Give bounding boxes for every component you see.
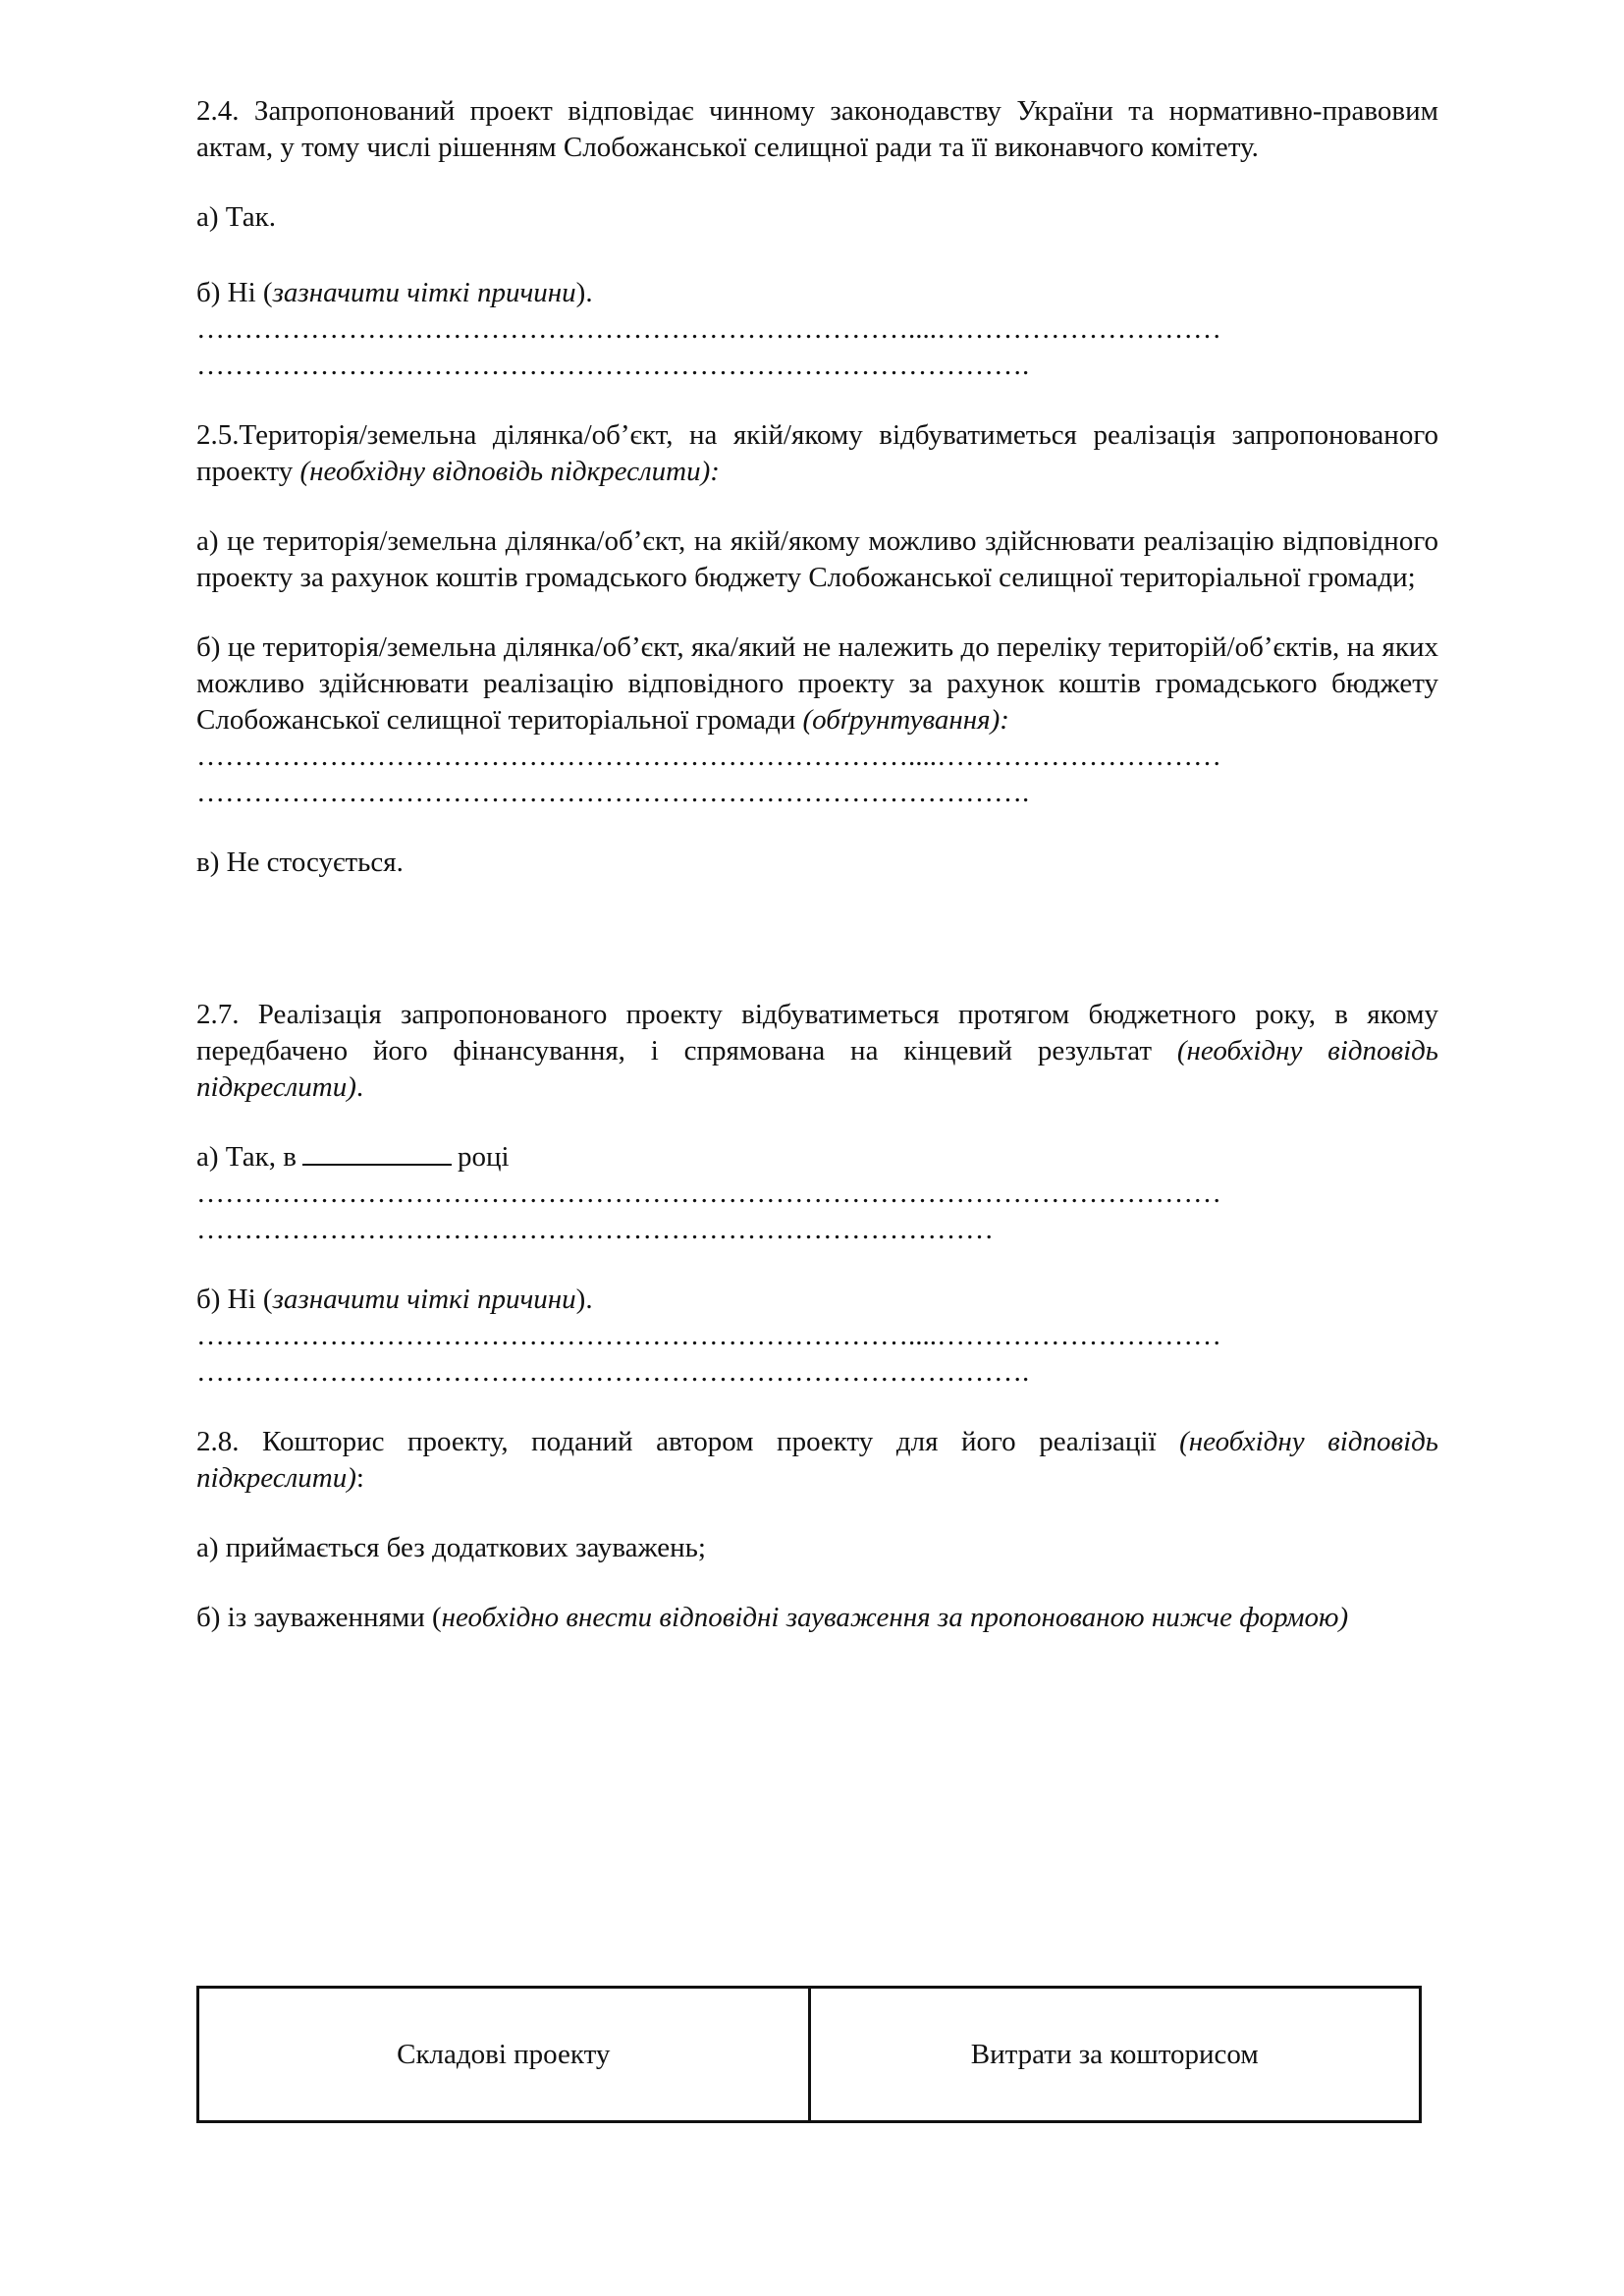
section-2-4-text: 2.4. Запропонований проект відповідає чинному законодавству України та нормативно-правовим актам, у тому числі рішенням Слобожанської селищної ради та її виконавчого комітету. xyxy=(196,95,1438,163)
section-2-4-option-b xyxy=(196,275,1438,311)
section-2-7-option-a xyxy=(196,1139,1438,1175)
section-2-7-italic: (необхідну відповідь підкреслити) xyxy=(196,1035,1439,1103)
section-2-7-option-b-italic: зазначити чіткі причини xyxy=(272,1284,576,1315)
section-2-5-option-a: а) це територія/земельна ділянка/об’єкт, на якій/якому можливо здійснювати реалізацію відповідного проекту за рахунок коштів громадського бюджету Слобожанської селищної територіальної громади; xyxy=(196,525,1438,593)
section-2-7-dots-line-3[interactable]: …………………………………………………………………....………………………… xyxy=(196,1320,1221,1351)
section-2-7-option-b-prefix: б) Ні ( xyxy=(196,1284,273,1315)
section-2-8-option-a: а) приймається без додаткових зауважень; xyxy=(196,1532,706,1563)
section-2-7-dots-line-1[interactable]: ……………………………………………………………………………………………… xyxy=(196,1177,1221,1209)
document-page xyxy=(196,93,1438,1636)
section-2-7-option-a-prefix: а) Так, в xyxy=(196,1141,297,1173)
section-2-7-dots-line-4[interactable]: ……………………………………………………………………………. xyxy=(196,1356,1030,1388)
section-2-8-option-b xyxy=(196,1600,1438,1636)
section-2-8-text xyxy=(196,1424,1438,1497)
section-2-7-option-a-suffix: році xyxy=(457,1141,510,1173)
section-2-8-italic: (необхідну відповідь підкреслити) xyxy=(196,1426,1438,1494)
section-2-7-option-b-suffix: ). xyxy=(575,1284,593,1315)
table-header-row xyxy=(198,1988,1421,2122)
section-2-5-option-b xyxy=(196,629,1438,738)
section-2-5-main: 2.5.Територія/земельна ділянка/об’єкт, на якій/якому відбуватиметься реалізація запропонованого проекту xyxy=(196,419,1438,487)
section-2-5-dots-line-1[interactable]: …………………………………………………………………....………………………… xyxy=(196,740,1221,772)
section-2-7-dots-line-2[interactable]: ………………………………………………………………………… xyxy=(196,1214,994,1245)
section-2-4-dots-line-2[interactable]: ……………………………………………………………………………. xyxy=(196,350,1030,381)
section-2-8-option-b-prefix: б) із зауваженнями ( xyxy=(196,1602,442,1633)
option-b-prefix: б) Ні ( xyxy=(196,277,273,308)
section-2-4-dots-line-1[interactable]: …………………………………………………………………....………………………… xyxy=(196,313,1221,345)
section-2-4-option-a: а) Так. xyxy=(196,201,276,233)
section-2-8-main: 2.8. Кошторис проекту, поданий автором проекту для його реалізації xyxy=(196,1426,1180,1457)
section-2-5-dots-line-2[interactable]: ……………………………………………………………………………. xyxy=(196,777,1030,808)
section-2-8-end: : xyxy=(355,1462,364,1494)
section-2-5-option-b-main: б) це територія/земельна ділянка/об’єкт, яка/який не належить до переліку територій/об’єктів, на яких можливо здійснювати реалізацію відповідного проекту за рахунок коштів громадського бюджету Слобожанської селищної територіальної громади xyxy=(196,631,1438,736)
section-2-7-end: . xyxy=(355,1071,364,1103)
section-2-5-text xyxy=(196,417,1438,490)
option-b-italic: зазначити чіткі причини xyxy=(272,277,576,308)
section-2-5-italic: (необхідну відповідь підкреслити): xyxy=(299,456,720,487)
table-header-cell: Складові проекту xyxy=(198,1988,810,2122)
section-2-5-option-b-italic: (обґрунтування): xyxy=(802,704,1009,736)
option-b-suffix: ). xyxy=(575,277,593,308)
table-header-cell: Витрати за кошторисом xyxy=(809,1988,1421,2122)
section-2-7-main: 2.7. Реалізація запропонованого проекту відбуватиметься протягом бюджетного року, в якому передбачено його фінансування, і спрямована на кінцевий результат xyxy=(196,999,1438,1066)
section-2-7-option-b xyxy=(196,1282,1438,1318)
estimate-table xyxy=(196,1986,1422,2123)
section-2-7-text xyxy=(196,997,1438,1106)
section-2-8-option-b-italic: необхідно внести відповідні зауваження за пропонованою нижче формою) xyxy=(441,1602,1349,1633)
section-2-5-option-c: в) Не стосується. xyxy=(196,847,404,878)
year-blank-field[interactable] xyxy=(302,1140,452,1166)
